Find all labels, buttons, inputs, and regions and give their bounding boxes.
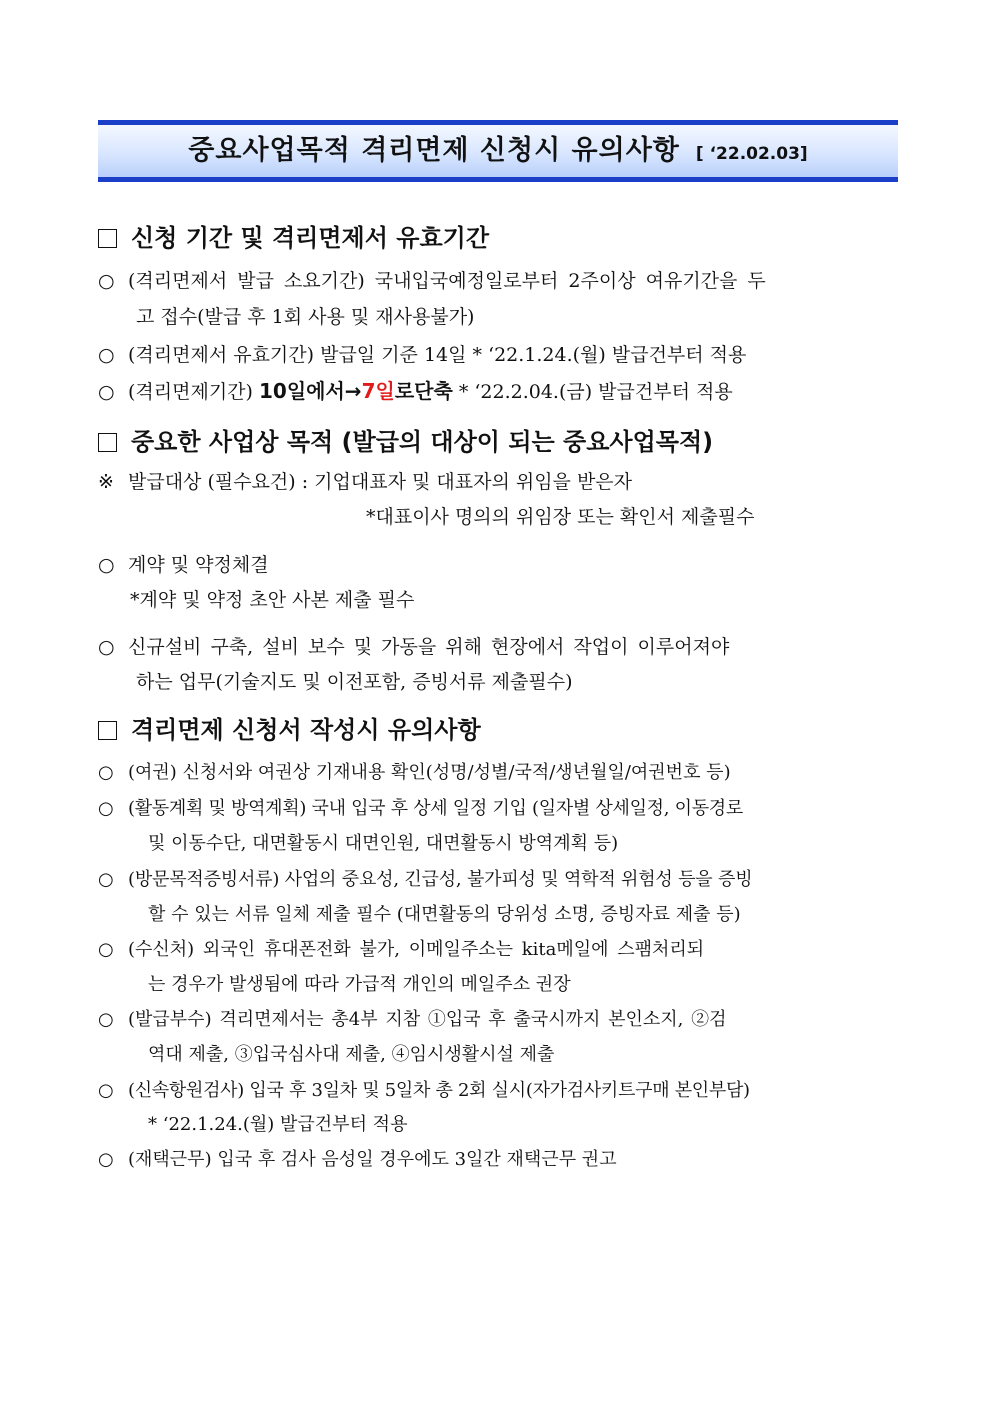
list-item: ○ (활동계획 및 방역계획) 국내 입국 후 상세 일정 기입 (일자별 상세일정, 이동경로	[98, 794, 743, 824]
list-item: ○ (격리면제기간) 10일에서→7일로단축 * ‘22.2.04.(금) 발급건부터 적용	[98, 376, 733, 407]
circle-bullet-icon: ○	[98, 344, 115, 366]
document-date: [ ‘22.02.03]	[695, 144, 808, 164]
section-heading-application-period: 신청 기간 및 격리면제서 유효기간	[98, 221, 489, 255]
circle-bullet-icon: ○	[98, 1149, 114, 1170]
list-item: ○ (여권) 신청서와 여권상 기재내용 확인(성명/성별/국적/생년월일/여권번호 등)	[98, 758, 731, 788]
circle-bullet-icon: ○	[98, 939, 114, 960]
list-item-continuation: 하는 업무(기술지도 및 이전포함, 증빙서류 제출필수)	[136, 671, 573, 693]
circle-bullet-icon: ○	[98, 636, 115, 658]
quarantine-period-change: 10일에서→	[259, 379, 362, 403]
eligibility-note-detail: *대표이사 명의의 위임장 또는 확인서 제출필수	[366, 506, 755, 528]
list-item-continuation: * ‘22.1.24.(월) 발급건부터 적용	[148, 1114, 408, 1135]
list-item: ○ (격리면제서 발급 소요기간) 국내입국예정일로부터 2주이상 여유기간을 두	[98, 266, 766, 296]
circle-bullet-icon: ○	[98, 1080, 114, 1101]
list-item: ○ (신속항원검사) 입국 후 3일차 및 5일차 총 2회 실시(자가검사키트구매 본인부담)	[98, 1076, 750, 1106]
circle-bullet-icon: ○	[98, 869, 114, 890]
list-item: ○ 계약 및 약정체결	[98, 550, 269, 580]
list-item-continuation: 할 수 있는 서류 일체 제출 필수 (대면활동의 당위성 소명, 증빙자료 제출 등)	[148, 904, 741, 925]
reference-mark-icon: ※	[98, 471, 114, 493]
list-item-continuation: *계약 및 약정 초안 사본 제출 필수	[130, 589, 415, 611]
list-item: ○ 신규설비 구축, 설비 보수 및 가동을 위해 현장에서 작업이 이루어져야	[98, 632, 729, 662]
checkbox-square-icon	[98, 229, 117, 248]
list-item-continuation: 는 경우가 발생됨에 따라 가급적 개인의 메일주소 권장	[148, 974, 571, 995]
title-banner	[98, 120, 898, 182]
list-item: ○ (수신처) 외국인 휴대폰전화 불가, 이메일주소는 kita메일에 스팸처리되	[98, 935, 704, 965]
circle-bullet-icon: ○	[98, 381, 115, 403]
quarantine-period-new-value: 7일	[361, 379, 395, 403]
circle-bullet-icon: ○	[98, 762, 114, 783]
eligibility-note: ※ 발급대상 (필수요건) : 기업대표자 및 대표자의 위임을 받은자	[98, 467, 632, 497]
list-item: ○ (방문목적증빙서류) 사업의 중요성, 긴급성, 불가피성 및 역학적 위험성 등을 증빙	[98, 865, 752, 895]
circle-bullet-icon: ○	[98, 798, 114, 819]
circle-bullet-icon: ○	[98, 270, 115, 292]
list-item: ○ (발급부수) 격리면제서는 총4부 지참 ①입국 후 출국시까지 본인소지, ②검	[98, 1005, 726, 1035]
list-item-continuation: 고 접수(발급 후 1회 사용 및 재사용불가)	[136, 306, 475, 328]
list-item-continuation: 및 이동수단, 대면활동시 대면인원, 대면활동시 방역계획 등)	[148, 833, 619, 854]
list-item: ○ (격리면제서 유효기간) 발급일 기준 14일 * ‘22.1.24.(월) 발급건부터 적용	[98, 340, 746, 370]
list-item-continuation: 역대 제출, ③입국심사대 제출, ④임시생활시설 제출	[148, 1044, 555, 1065]
checkbox-square-icon	[98, 721, 117, 740]
checkbox-square-icon	[98, 433, 117, 452]
section-heading-application-notes: 격리면제 신청서 작성시 유의사항	[98, 713, 481, 747]
document-title: 중요사업목적 격리면제 신청시 유의사항	[188, 135, 680, 166]
section-heading-business-purpose: 중요한 사업상 목적 (발급의 대상이 되는 중요사업목적)	[98, 425, 713, 459]
list-item: ○ (재택근무) 입국 후 검사 음성일 경우에도 3일간 재택근무 권고	[98, 1145, 617, 1175]
circle-bullet-icon: ○	[98, 1009, 114, 1030]
circle-bullet-icon: ○	[98, 554, 115, 576]
